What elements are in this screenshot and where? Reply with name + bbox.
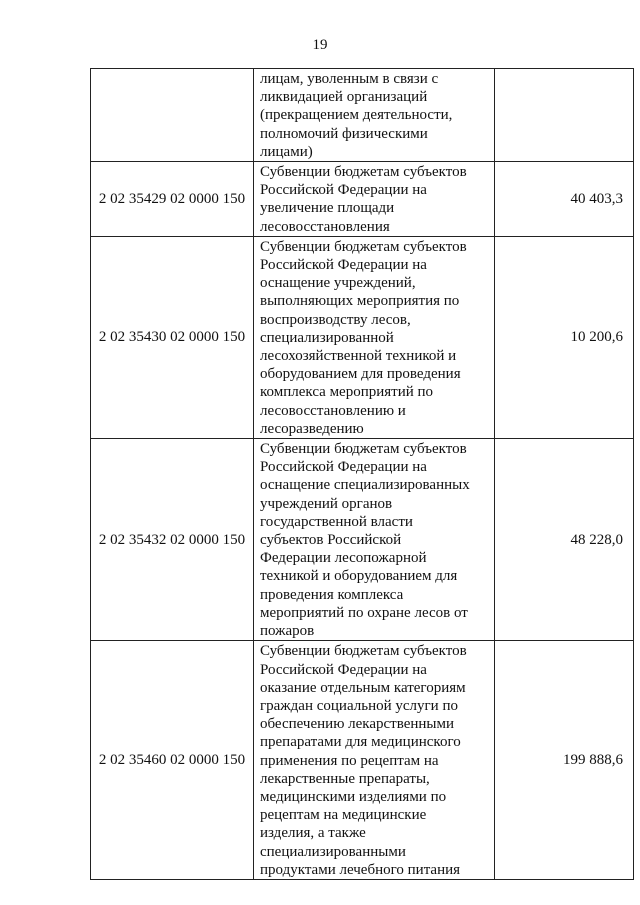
description-line: применения по рецептам на xyxy=(260,752,439,769)
description-line: изделия, а также xyxy=(260,825,366,842)
description-line: медицинскими изделиями по xyxy=(260,788,447,805)
table-row xyxy=(91,641,634,880)
amount-cell xyxy=(495,69,634,162)
classification-code-cell: 2 02 35432 02 0000 150 xyxy=(91,439,254,641)
table-body xyxy=(91,69,634,880)
amount-cell: 10 200,6 xyxy=(495,236,634,438)
description-line: оснащение учреждений, xyxy=(260,275,416,292)
description-line: полномочий физическими xyxy=(260,125,428,142)
description-line: лесовосстановления xyxy=(260,218,390,235)
description-line: Российской Федерации на xyxy=(260,257,427,274)
description-cell xyxy=(254,69,495,162)
description-cell xyxy=(254,439,495,641)
description-line: оказание отдельным категориям xyxy=(260,679,466,696)
description-line: лесоразведению xyxy=(260,420,364,437)
description-line: субъектов Российской xyxy=(260,532,402,549)
description-line: (прекращением деятельности, xyxy=(260,107,453,124)
description-line: Российской Федерации на xyxy=(260,182,427,199)
description-line: ликвидацией организаций xyxy=(260,89,428,106)
amount-cell: 40 403,3 xyxy=(495,162,634,237)
classification-code-cell xyxy=(91,69,254,162)
description-line: Субвенции бюджетам субъектов xyxy=(260,441,467,458)
page-number: 19 xyxy=(312,37,328,53)
classification-code-cell: 2 02 35429 02 0000 150 xyxy=(91,162,254,237)
table-row xyxy=(91,439,634,641)
amount-cell: 48 228,0 xyxy=(495,439,634,641)
description-line: препаратами для медицинского xyxy=(260,734,461,751)
description-cell xyxy=(254,162,495,237)
description-line: Федерации лесопожарной xyxy=(260,550,427,567)
description-line: продуктами лечебного питания xyxy=(260,861,461,878)
description-line: лекарственные препараты, xyxy=(260,770,430,787)
description-line: мероприятий по охране лесов от xyxy=(260,604,468,621)
description-line: учреждений органов xyxy=(260,495,393,512)
description-cell xyxy=(254,236,495,438)
description-line: оборудованием для проведения xyxy=(260,366,461,383)
description-line: Субвенции бюджетам субъектов xyxy=(260,238,467,255)
description-line: техникой и оборудованием для xyxy=(260,568,458,585)
classification-code-cell: 2 02 35430 02 0000 150 xyxy=(91,236,254,438)
description-line: лицами) xyxy=(260,143,313,160)
budget-revenue-table xyxy=(90,68,634,880)
description-line: рецептам на медицинские xyxy=(260,807,427,824)
description-line: специализированными xyxy=(260,843,406,860)
description-line: Российской Федерации на xyxy=(260,661,427,678)
classification-code-cell: 2 02 35460 02 0000 150 xyxy=(91,641,254,880)
description-line: выполняющих мероприятия по xyxy=(260,293,460,310)
description-line: Субвенции бюджетам субъектов xyxy=(260,164,467,181)
description-line: увеличение площади xyxy=(260,200,395,217)
table-row xyxy=(91,162,634,237)
description-line: пожаров xyxy=(260,623,315,640)
description-line: проведения комплекса xyxy=(260,586,404,603)
description-line: Субвенции бюджетам субъектов xyxy=(260,643,467,660)
description-line: оснащение специализированных xyxy=(260,477,470,494)
description-line: лицам, уволенным в связи с xyxy=(260,71,439,87)
description-line: воспроизводству лесов, xyxy=(260,311,411,328)
description-line: обеспечению лекарственными xyxy=(260,716,455,733)
amount-cell: 199 888,6 xyxy=(495,641,634,880)
description-line: Российской Федерации на xyxy=(260,459,427,476)
description-line: специализированной xyxy=(260,329,394,346)
description-line: лесовосстановлению и xyxy=(260,402,406,419)
table-row xyxy=(91,236,634,438)
description-line: государственной власти xyxy=(260,513,413,530)
table-row xyxy=(91,69,634,162)
description-cell xyxy=(254,641,495,880)
description-line: комплекса мероприятий по xyxy=(260,384,434,401)
description-line: лесохозяйственной техникой и xyxy=(260,348,457,365)
description-line: граждан социальной услуги по xyxy=(260,697,458,714)
